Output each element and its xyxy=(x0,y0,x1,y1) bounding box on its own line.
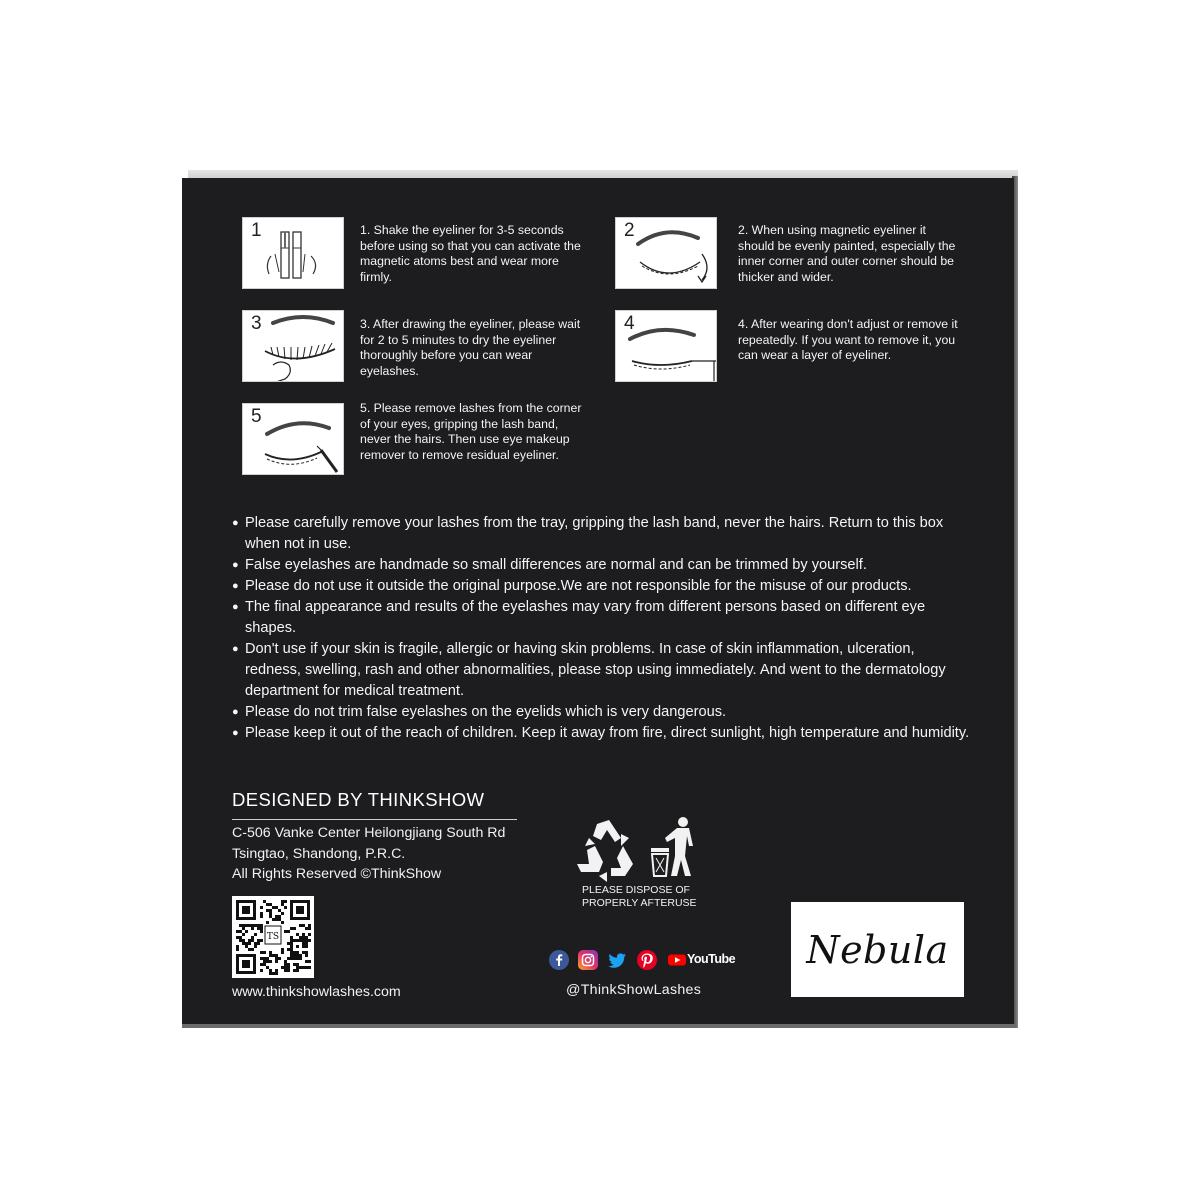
trash-bin-icon xyxy=(651,817,693,876)
step-3-illustration xyxy=(242,310,344,382)
note-item: ● Please keep it out of the reach of children. Keep it away from fire, direct sunlight, high temperature and humidity. xyxy=(232,723,974,744)
designed-by-heading: DESIGNED BY THINKSHOW xyxy=(232,789,485,810)
qr-code-graphic xyxy=(232,896,314,978)
pinterest-icon[interactable] xyxy=(637,950,657,970)
step-4-number: 4 xyxy=(624,313,635,334)
qr-code-icon[interactable] xyxy=(232,896,314,978)
step-4-illustration xyxy=(615,310,717,382)
step-1-number: 1 xyxy=(251,220,262,241)
step-5-text: 5. Please remove lashes from the corner of your eyes, gripping the lash band, never the hairs. Then use eye makeup remover to remove residual eyeliner. xyxy=(360,401,582,463)
step-2-number: 2 xyxy=(624,220,635,241)
note-item: ● Please do not trim false eyelashes on the eyelids which is very dangerous. xyxy=(232,702,974,723)
note-item: ● Don't use if your skin is fragile, allergic or having skin problems. In case of skin inflammation, ulceration, redness, swelling, rash and other abnormalities, please stop using immediately. And went to the dermatology department for medical treatment. xyxy=(232,639,974,702)
dispose-line-2: PROPERLY AFTERUSE xyxy=(582,897,697,909)
rights-text: All Rights Reserved ©ThinkShow xyxy=(232,866,442,882)
lash-applying-icon xyxy=(243,311,344,382)
step-1-text: 1. Shake the eyeliner for 3-5 seconds before using so that you can activate the magnetic atoms best and wear more firmly. xyxy=(360,223,581,285)
box-bottom-edge xyxy=(182,1024,1016,1028)
note-item: ● The final appearance and results of the eyelashes may vary from different persons based on different eye shapes. xyxy=(232,597,974,639)
dispose-text xyxy=(582,884,722,910)
step-3-text: 3. After drawing the eyeliner, please wait for 2 to 5 minutes to dry the eyeliner thoroughly before you can wear eyelashes. xyxy=(360,317,581,379)
step-3-number: 3 xyxy=(251,313,262,334)
dispose-line-1: PLEASE DISPOSE OF xyxy=(582,884,690,896)
lash-removal-icon xyxy=(243,404,344,475)
eye-liner-drawing-icon xyxy=(616,218,717,289)
website-link[interactable]: www.thinkshowlashes.com xyxy=(232,984,401,1000)
youtube-icon[interactable] xyxy=(667,950,737,970)
recycle-icon xyxy=(577,820,633,882)
note-item: ● Please do not use it outside the original purpose.We are not responsible for the misuse of our products. xyxy=(232,576,974,597)
youtube-label: YouTube xyxy=(687,952,736,966)
step-4-text: 4. After wearing don't adjust or remove it repeatedly. If you want to remove it, you can wear a layer of eyeliner. xyxy=(738,317,958,363)
address-line-2: Tsingtao, Shandong, P.R.C. xyxy=(232,846,406,862)
note-item: ● Please carefully remove your lashes from the tray, gripping the lash band, never the hairs. Return to this box when not in use. xyxy=(232,513,974,555)
step-2-text: 2. When using magnetic eyeliner it should be evenly painted, especially the inner corner and outer corner should be thicker and wider. xyxy=(738,223,956,285)
twitter-icon[interactable] xyxy=(607,950,627,970)
step-5-number: 5 xyxy=(251,406,262,427)
usage-notes-list xyxy=(232,513,974,744)
facebook-icon[interactable] xyxy=(549,950,569,970)
step-5-illustration xyxy=(242,403,344,475)
step-2-illustration xyxy=(615,217,717,289)
brand-name: Nebula xyxy=(806,927,949,972)
eyeliner-bottle-icon xyxy=(243,218,344,289)
eye-closed-icon xyxy=(616,311,717,382)
qr-logo-text: TS xyxy=(266,932,280,942)
social-icons xyxy=(549,950,739,972)
step-1-illustration xyxy=(242,217,344,289)
social-handle[interactable]: @ThinkShowLashes xyxy=(566,982,702,998)
address-line-1: C-506 Vanke Center Heilongjiang South Rd xyxy=(232,825,506,841)
heading-divider xyxy=(232,819,517,820)
disposal-icons xyxy=(577,816,707,886)
note-item: ● False eyelashes are handmade so small differences are normal and can be trimmed by yourself. xyxy=(232,555,974,576)
brand-label-box xyxy=(791,902,964,997)
instagram-icon[interactable] xyxy=(578,950,598,970)
